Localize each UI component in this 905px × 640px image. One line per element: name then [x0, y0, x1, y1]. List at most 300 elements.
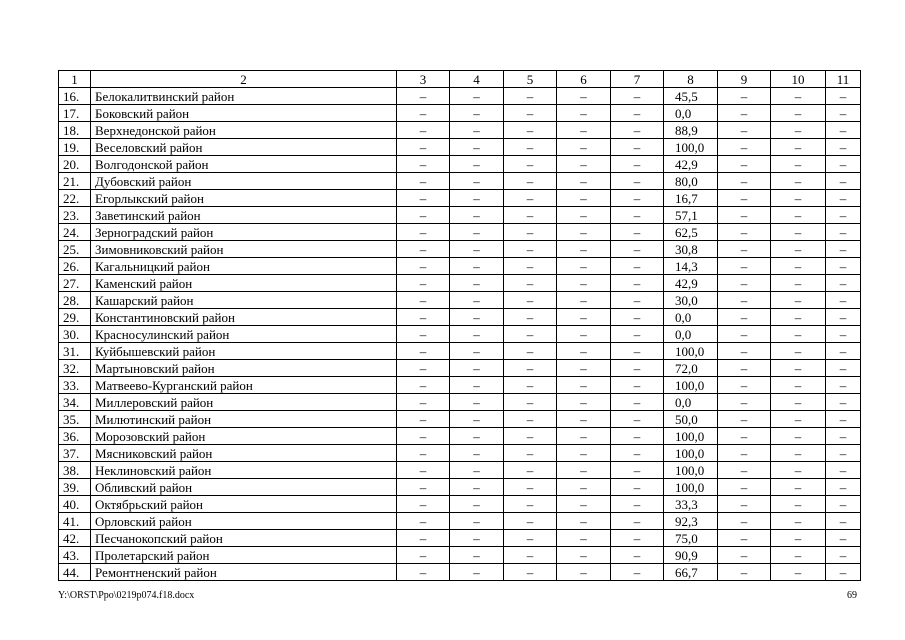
cell-c9: – — [718, 445, 771, 462]
cell-c8: 33,3 — [664, 496, 718, 513]
cell-c4: – — [450, 207, 504, 224]
table-row — [59, 241, 861, 258]
table-row — [59, 173, 861, 190]
cell-c9: – — [718, 207, 771, 224]
cell-c4: – — [450, 428, 504, 445]
cell-c10: – — [771, 326, 826, 343]
table-row — [59, 513, 861, 530]
cell-c9: – — [718, 479, 771, 496]
cell-num: 29. — [59, 309, 91, 326]
cell-c7: – — [611, 88, 664, 105]
cell-c4: – — [450, 411, 504, 428]
cell-c5: – — [504, 122, 557, 139]
cell-num: 44. — [59, 564, 91, 581]
cell-c3: – — [397, 224, 450, 241]
header-cell-4: 4 — [450, 71, 504, 88]
cell-c10: – — [771, 377, 826, 394]
cell-c11: – — [826, 122, 861, 139]
cell-c3: – — [397, 309, 450, 326]
table-row — [59, 275, 861, 292]
cell-c6: – — [557, 88, 611, 105]
cell-name: Каменский район — [91, 275, 397, 292]
cell-c8: 0,0 — [664, 394, 718, 411]
cell-name: Обливский район — [91, 479, 397, 496]
cell-num: 27. — [59, 275, 91, 292]
cell-c10: – — [771, 462, 826, 479]
table-row — [59, 258, 861, 275]
cell-num: 22. — [59, 190, 91, 207]
cell-c3: – — [397, 326, 450, 343]
cell-c10: – — [771, 139, 826, 156]
cell-c10: – — [771, 496, 826, 513]
cell-c9: – — [718, 462, 771, 479]
cell-c8: 0,0 — [664, 326, 718, 343]
cell-c11: – — [826, 513, 861, 530]
cell-c3: – — [397, 377, 450, 394]
table-row — [59, 445, 861, 462]
cell-name: Зерноградский район — [91, 224, 397, 241]
cell-num: 20. — [59, 156, 91, 173]
table-row — [59, 343, 861, 360]
cell-c10: – — [771, 275, 826, 292]
cell-c4: – — [450, 139, 504, 156]
cell-c9: – — [718, 88, 771, 105]
cell-num: 40. — [59, 496, 91, 513]
cell-c6: – — [557, 156, 611, 173]
cell-c6: – — [557, 547, 611, 564]
cell-c4: – — [450, 479, 504, 496]
cell-name: Дубовский район — [91, 173, 397, 190]
cell-c11: – — [826, 156, 861, 173]
cell-c4: – — [450, 241, 504, 258]
cell-c5: – — [504, 224, 557, 241]
cell-c5: – — [504, 326, 557, 343]
cell-c5: – — [504, 394, 557, 411]
cell-c7: – — [611, 564, 664, 581]
cell-c7: – — [611, 173, 664, 190]
cell-c6: – — [557, 462, 611, 479]
table-row — [59, 139, 861, 156]
cell-c7: – — [611, 207, 664, 224]
cell-c10: – — [771, 88, 826, 105]
cell-c8: 66,7 — [664, 564, 718, 581]
cell-c7: – — [611, 377, 664, 394]
cell-c4: – — [450, 275, 504, 292]
cell-c5: – — [504, 241, 557, 258]
cell-c7: – — [611, 479, 664, 496]
table-row — [59, 292, 861, 309]
cell-name: Кагальницкий район — [91, 258, 397, 275]
cell-c11: – — [826, 360, 861, 377]
cell-c9: – — [718, 275, 771, 292]
cell-c3: – — [397, 547, 450, 564]
cell-c10: – — [771, 173, 826, 190]
cell-num: 25. — [59, 241, 91, 258]
cell-c3: – — [397, 530, 450, 547]
cell-name: Орловский район — [91, 513, 397, 530]
cell-name: Октябрьский район — [91, 496, 397, 513]
cell-c9: – — [718, 496, 771, 513]
cell-c5: – — [504, 462, 557, 479]
cell-c6: – — [557, 479, 611, 496]
cell-num: 16. — [59, 88, 91, 105]
cell-c6: – — [557, 496, 611, 513]
cell-num: 34. — [59, 394, 91, 411]
cell-c11: – — [826, 139, 861, 156]
cell-num: 28. — [59, 292, 91, 309]
cell-c4: – — [450, 156, 504, 173]
header-cell-2: 2 — [91, 71, 397, 88]
cell-c9: – — [718, 105, 771, 122]
cell-c3: – — [397, 173, 450, 190]
cell-c7: – — [611, 190, 664, 207]
cell-num: 26. — [59, 258, 91, 275]
cell-name: Кашарский район — [91, 292, 397, 309]
cell-num: 41. — [59, 513, 91, 530]
cell-c4: – — [450, 88, 504, 105]
cell-c3: – — [397, 105, 450, 122]
table-row — [59, 564, 861, 581]
cell-c3: – — [397, 88, 450, 105]
cell-c6: – — [557, 122, 611, 139]
cell-c9: – — [718, 326, 771, 343]
cell-c11: – — [826, 292, 861, 309]
cell-c5: – — [504, 496, 557, 513]
cell-c10: – — [771, 360, 826, 377]
cell-c10: – — [771, 479, 826, 496]
table-row — [59, 411, 861, 428]
cell-c6: – — [557, 258, 611, 275]
cell-c7: – — [611, 326, 664, 343]
cell-c10: – — [771, 428, 826, 445]
cell-c3: – — [397, 156, 450, 173]
cell-c10: – — [771, 547, 826, 564]
header-cell-3: 3 — [397, 71, 450, 88]
cell-name: Мясниковский район — [91, 445, 397, 462]
table-row — [59, 496, 861, 513]
cell-name: Константиновский район — [91, 309, 397, 326]
cell-c5: – — [504, 156, 557, 173]
cell-c8: 100,0 — [664, 428, 718, 445]
cell-c4: – — [450, 496, 504, 513]
cell-name: Боковский район — [91, 105, 397, 122]
cell-c10: – — [771, 343, 826, 360]
cell-c3: – — [397, 343, 450, 360]
cell-c8: 14,3 — [664, 258, 718, 275]
cell-c6: – — [557, 564, 611, 581]
cell-c11: – — [826, 377, 861, 394]
cell-c5: – — [504, 428, 557, 445]
cell-c7: – — [611, 394, 664, 411]
cell-c4: – — [450, 326, 504, 343]
table-row — [59, 190, 861, 207]
header-cell-11: 11 — [826, 71, 861, 88]
cell-c5: – — [504, 530, 557, 547]
table-row — [59, 360, 861, 377]
table-row — [59, 224, 861, 241]
cell-c8: 16,7 — [664, 190, 718, 207]
cell-c11: – — [826, 343, 861, 360]
cell-c4: – — [450, 360, 504, 377]
cell-c8: 0,0 — [664, 309, 718, 326]
cell-name: Егорлыкский район — [91, 190, 397, 207]
table-row — [59, 530, 861, 547]
cell-c10: – — [771, 445, 826, 462]
cell-c6: – — [557, 190, 611, 207]
header-cell-6: 6 — [557, 71, 611, 88]
cell-c8: 62,5 — [664, 224, 718, 241]
cell-c4: – — [450, 445, 504, 462]
cell-c10: – — [771, 309, 826, 326]
cell-c9: – — [718, 241, 771, 258]
cell-c4: – — [450, 224, 504, 241]
cell-c11: – — [826, 564, 861, 581]
cell-name: Заветинский район — [91, 207, 397, 224]
cell-num: 33. — [59, 377, 91, 394]
cell-name: Неклиновский район — [91, 462, 397, 479]
cell-c5: – — [504, 411, 557, 428]
cell-c5: – — [504, 105, 557, 122]
cell-c6: – — [557, 360, 611, 377]
cell-c3: – — [397, 139, 450, 156]
cell-c10: – — [771, 564, 826, 581]
cell-c7: – — [611, 122, 664, 139]
cell-c6: – — [557, 224, 611, 241]
cell-c9: – — [718, 530, 771, 547]
cell-c6: – — [557, 309, 611, 326]
cell-c4: – — [450, 513, 504, 530]
cell-c10: – — [771, 224, 826, 241]
cell-c5: – — [504, 258, 557, 275]
cell-num: 31. — [59, 343, 91, 360]
cell-num: 32. — [59, 360, 91, 377]
cell-c7: – — [611, 411, 664, 428]
cell-c4: – — [450, 394, 504, 411]
cell-c3: – — [397, 513, 450, 530]
cell-c4: – — [450, 377, 504, 394]
cell-c7: – — [611, 139, 664, 156]
cell-c9: – — [718, 190, 771, 207]
cell-c7: – — [611, 496, 664, 513]
cell-c6: – — [557, 411, 611, 428]
cell-c9: – — [718, 309, 771, 326]
table-row — [59, 394, 861, 411]
cell-c7: – — [611, 275, 664, 292]
cell-c8: 0,0 — [664, 105, 718, 122]
cell-c5: – — [504, 139, 557, 156]
cell-c8: 80,0 — [664, 173, 718, 190]
cell-c10: – — [771, 105, 826, 122]
cell-c4: – — [450, 547, 504, 564]
table-row — [59, 479, 861, 496]
table-header-row — [59, 71, 861, 88]
cell-c11: – — [826, 88, 861, 105]
cell-c5: – — [504, 173, 557, 190]
table-row — [59, 462, 861, 479]
cell-c10: – — [771, 411, 826, 428]
cell-c8: 100,0 — [664, 343, 718, 360]
cell-c3: – — [397, 122, 450, 139]
cell-c5: – — [504, 207, 557, 224]
cell-c7: – — [611, 462, 664, 479]
table-body — [59, 71, 861, 581]
cell-c6: – — [557, 377, 611, 394]
cell-c7: – — [611, 258, 664, 275]
cell-c9: – — [718, 394, 771, 411]
cell-c10: – — [771, 207, 826, 224]
cell-num: 21. — [59, 173, 91, 190]
cell-num: 37. — [59, 445, 91, 462]
cell-c8: 100,0 — [664, 445, 718, 462]
cell-c10: – — [771, 122, 826, 139]
cell-c3: – — [397, 190, 450, 207]
cell-c5: – — [504, 190, 557, 207]
cell-c5: – — [504, 564, 557, 581]
table-row — [59, 547, 861, 564]
cell-c4: – — [450, 105, 504, 122]
cell-c9: – — [718, 360, 771, 377]
cell-c8: 72,0 — [664, 360, 718, 377]
cell-name: Песчанокопский район — [91, 530, 397, 547]
cell-c4: – — [450, 292, 504, 309]
cell-c10: – — [771, 258, 826, 275]
cell-c8: 88,9 — [664, 122, 718, 139]
cell-c8: 100,0 — [664, 377, 718, 394]
cell-c3: – — [397, 564, 450, 581]
cell-c3: – — [397, 496, 450, 513]
cell-c10: – — [771, 241, 826, 258]
cell-c3: – — [397, 428, 450, 445]
cell-c8: 42,9 — [664, 156, 718, 173]
cell-c3: – — [397, 292, 450, 309]
cell-c9: – — [718, 156, 771, 173]
cell-c6: – — [557, 241, 611, 258]
cell-c4: – — [450, 462, 504, 479]
cell-c7: – — [611, 156, 664, 173]
cell-c4: – — [450, 564, 504, 581]
cell-c9: – — [718, 428, 771, 445]
cell-c6: – — [557, 428, 611, 445]
table-row — [59, 122, 861, 139]
footer-file-path: Y:\ORST\Ppo\0219p074.f18.docx — [58, 590, 195, 601]
cell-c10: – — [771, 394, 826, 411]
header-cell-1: 1 — [59, 71, 91, 88]
cell-num: 23. — [59, 207, 91, 224]
cell-c3: – — [397, 241, 450, 258]
cell-c4: – — [450, 122, 504, 139]
cell-c8: 100,0 — [664, 479, 718, 496]
cell-c11: – — [826, 394, 861, 411]
cell-c11: – — [826, 309, 861, 326]
cell-c8: 90,9 — [664, 547, 718, 564]
cell-num: 36. — [59, 428, 91, 445]
table-row — [59, 377, 861, 394]
cell-c11: – — [826, 241, 861, 258]
cell-c8: 100,0 — [664, 139, 718, 156]
cell-num: 35. — [59, 411, 91, 428]
cell-c6: – — [557, 207, 611, 224]
cell-c9: – — [718, 173, 771, 190]
header-cell-8: 8 — [664, 71, 718, 88]
cell-c3: – — [397, 479, 450, 496]
cell-c6: – — [557, 139, 611, 156]
cell-c7: – — [611, 224, 664, 241]
cell-c4: – — [450, 190, 504, 207]
cell-c4: – — [450, 343, 504, 360]
cell-c3: – — [397, 275, 450, 292]
cell-c3: – — [397, 360, 450, 377]
table-row — [59, 326, 861, 343]
cell-num: 43. — [59, 547, 91, 564]
cell-c11: – — [826, 445, 861, 462]
cell-c8: 57,1 — [664, 207, 718, 224]
cell-c5: – — [504, 88, 557, 105]
cell-name: Миллеровский район — [91, 394, 397, 411]
cell-c10: – — [771, 513, 826, 530]
cell-c11: – — [826, 275, 861, 292]
cell-c5: – — [504, 360, 557, 377]
cell-c5: – — [504, 377, 557, 394]
cell-c3: – — [397, 258, 450, 275]
cell-c6: – — [557, 292, 611, 309]
table-row — [59, 88, 861, 105]
cell-c7: – — [611, 360, 664, 377]
cell-name: Зимовниковский район — [91, 241, 397, 258]
cell-c11: – — [826, 326, 861, 343]
table-row — [59, 207, 861, 224]
cell-c5: – — [504, 479, 557, 496]
cell-c11: – — [826, 547, 861, 564]
cell-c9: – — [718, 547, 771, 564]
cell-c4: – — [450, 530, 504, 547]
cell-c7: – — [611, 241, 664, 258]
cell-c8: 45,5 — [664, 88, 718, 105]
cell-c9: – — [718, 139, 771, 156]
cell-c7: – — [611, 343, 664, 360]
cell-c10: – — [771, 530, 826, 547]
cell-c9: – — [718, 224, 771, 241]
cell-c4: – — [450, 309, 504, 326]
cell-c6: – — [557, 326, 611, 343]
cell-c11: – — [826, 258, 861, 275]
table-row — [59, 105, 861, 122]
cell-c9: – — [718, 513, 771, 530]
cell-c9: – — [718, 377, 771, 394]
cell-c7: – — [611, 292, 664, 309]
cell-c11: – — [826, 428, 861, 445]
header-cell-7: 7 — [611, 71, 664, 88]
header-cell-5: 5 — [504, 71, 557, 88]
cell-c5: – — [504, 547, 557, 564]
cell-c5: – — [504, 343, 557, 360]
cell-c11: – — [826, 190, 861, 207]
cell-c9: – — [718, 292, 771, 309]
cell-c3: – — [397, 207, 450, 224]
cell-name: Красносулинский район — [91, 326, 397, 343]
cell-c5: – — [504, 309, 557, 326]
cell-c11: – — [826, 496, 861, 513]
cell-c5: – — [504, 275, 557, 292]
cell-name: Мартыновский район — [91, 360, 397, 377]
cell-c11: – — [826, 173, 861, 190]
cell-c6: – — [557, 513, 611, 530]
cell-c5: – — [504, 513, 557, 530]
cell-c7: – — [611, 105, 664, 122]
cell-c9: – — [718, 343, 771, 360]
cell-num: 24. — [59, 224, 91, 241]
cell-c5: – — [504, 292, 557, 309]
cell-c8: 100,0 — [664, 462, 718, 479]
